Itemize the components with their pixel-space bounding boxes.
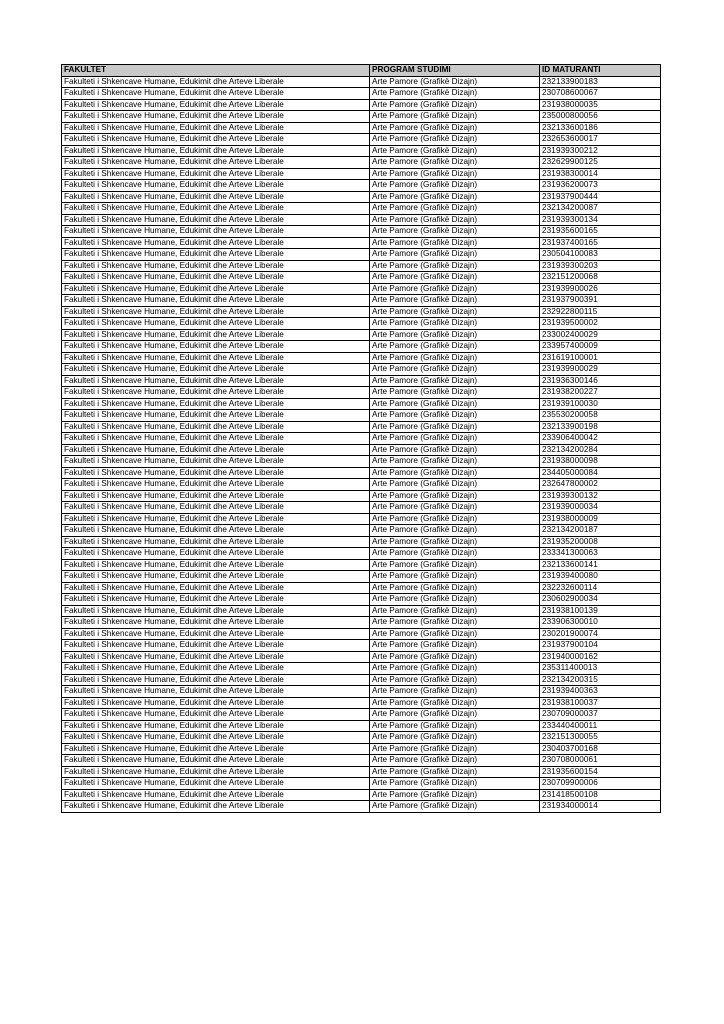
faculty-cell: Fakulteti i Shkencave Humane, Edukimit dhe Arteve Liberale [62, 456, 370, 468]
faculty-cell: Fakulteti i Shkencave Humane, Edukimit dhe Arteve Liberale [62, 76, 370, 88]
header-id: ID MATURANTI [540, 65, 661, 77]
faculty-cell: Fakulteti i Shkencave Humane, Edukimit dhe Arteve Liberale [62, 651, 370, 663]
program-cell: Arte Pamore (Grafikë Dizajn) [370, 755, 540, 767]
id-cell: 233440400011 [540, 720, 661, 732]
id-cell: 231939500002 [540, 318, 661, 330]
program-cell: Arte Pamore (Grafikë Dizajn) [370, 594, 540, 606]
id-cell: 232653600017 [540, 134, 661, 146]
program-cell: Arte Pamore (Grafikë Dizajn) [370, 651, 540, 663]
table-row [62, 732, 661, 744]
program-cell: Arte Pamore (Grafikë Dizajn) [370, 686, 540, 698]
program-cell: Arte Pamore (Grafikë Dizajn) [370, 76, 540, 88]
table-row [62, 755, 661, 767]
table-row [62, 249, 661, 261]
table-row [62, 467, 661, 479]
program-cell: Arte Pamore (Grafikë Dizajn) [370, 203, 540, 215]
id-cell: 232151300055 [540, 732, 661, 744]
id-cell: 235530200058 [540, 410, 661, 422]
id-cell: 233341300063 [540, 548, 661, 560]
program-cell: Arte Pamore (Grafikë Dizajn) [370, 272, 540, 284]
program-cell: Arte Pamore (Grafikë Dizajn) [370, 410, 540, 422]
table-row [62, 594, 661, 606]
faculty-cell: Fakulteti i Shkencave Humane, Edukimit dhe Arteve Liberale [62, 157, 370, 169]
table-row [62, 272, 661, 284]
id-cell: 231936200073 [540, 180, 661, 192]
program-cell: Arte Pamore (Grafikë Dizajn) [370, 375, 540, 387]
id-cell: 232134200284 [540, 444, 661, 456]
id-cell: 231940000162 [540, 651, 661, 663]
program-cell: Arte Pamore (Grafikë Dizajn) [370, 456, 540, 468]
table-row [62, 490, 661, 502]
id-cell: 231938100139 [540, 605, 661, 617]
program-cell: Arte Pamore (Grafikë Dizajn) [370, 364, 540, 376]
id-cell: 233906300010 [540, 617, 661, 629]
program-cell: Arte Pamore (Grafikë Dizajn) [370, 237, 540, 249]
faculty-cell: Fakulteti i Shkencave Humane, Edukimit dhe Arteve Liberale [62, 237, 370, 249]
faculty-cell: Fakulteti i Shkencave Humane, Edukimit dhe Arteve Liberale [62, 525, 370, 537]
faculty-cell: Fakulteti i Shkencave Humane, Edukimit dhe Arteve Liberale [62, 168, 370, 180]
program-cell: Arte Pamore (Grafikë Dizajn) [370, 145, 540, 157]
id-cell: 231936300146 [540, 375, 661, 387]
table-row [62, 352, 661, 364]
table-row [62, 398, 661, 410]
faculty-cell: Fakulteti i Shkencave Humane, Edukimit dhe Arteve Liberale [62, 479, 370, 491]
table-row [62, 88, 661, 100]
faculty-cell: Fakulteti i Shkencave Humane, Edukimit dhe Arteve Liberale [62, 536, 370, 548]
program-cell: Arte Pamore (Grafikë Dizajn) [370, 295, 540, 307]
table-row [62, 157, 661, 169]
table-row [62, 329, 661, 341]
id-cell: 232629900125 [540, 157, 661, 169]
program-cell: Arte Pamore (Grafikë Dizajn) [370, 99, 540, 111]
student-table [61, 64, 661, 813]
program-cell: Arte Pamore (Grafikë Dizajn) [370, 778, 540, 790]
table-row [62, 375, 661, 387]
id-cell: 232134200187 [540, 525, 661, 537]
program-cell: Arte Pamore (Grafikë Dizajn) [370, 571, 540, 583]
id-cell: 235311400013 [540, 663, 661, 675]
table-row [62, 306, 661, 318]
id-cell: 232232600114 [540, 582, 661, 594]
id-cell: 230602900034 [540, 594, 661, 606]
table-row [62, 191, 661, 203]
faculty-cell: Fakulteti i Shkencave Humane, Edukimit dhe Arteve Liberale [62, 398, 370, 410]
table-row [62, 743, 661, 755]
table-row [62, 318, 661, 330]
table-row [62, 766, 661, 778]
program-cell: Arte Pamore (Grafikë Dizajn) [370, 157, 540, 169]
faculty-cell: Fakulteti i Shkencave Humane, Edukimit dhe Arteve Liberale [62, 582, 370, 594]
program-cell: Arte Pamore (Grafikë Dizajn) [370, 674, 540, 686]
faculty-cell: Fakulteti i Shkencave Humane, Edukimit dhe Arteve Liberale [62, 375, 370, 387]
faculty-cell: Fakulteti i Shkencave Humane, Edukimit dhe Arteve Liberale [62, 387, 370, 399]
id-cell: 231939400080 [540, 571, 661, 583]
table-row [62, 617, 661, 629]
program-cell: Arte Pamore (Grafikë Dizajn) [370, 766, 540, 778]
faculty-cell: Fakulteti i Shkencave Humane, Edukimit dhe Arteve Liberale [62, 709, 370, 721]
table-row [62, 709, 661, 721]
program-cell: Arte Pamore (Grafikë Dizajn) [370, 640, 540, 652]
faculty-cell: Fakulteti i Shkencave Humane, Edukimit dhe Arteve Liberale [62, 203, 370, 215]
id-cell: 230708600067 [540, 88, 661, 100]
id-cell: 231939300132 [540, 490, 661, 502]
faculty-cell: Fakulteti i Shkencave Humane, Edukimit dhe Arteve Liberale [62, 628, 370, 640]
table-body [62, 76, 661, 812]
program-cell: Arte Pamore (Grafikë Dizajn) [370, 801, 540, 813]
program-cell: Arte Pamore (Grafikë Dizajn) [370, 743, 540, 755]
table-row [62, 605, 661, 617]
id-cell: 232133900198 [540, 421, 661, 433]
program-cell: Arte Pamore (Grafikë Dizajn) [370, 191, 540, 203]
program-cell: Arte Pamore (Grafikë Dizajn) [370, 387, 540, 399]
program-cell: Arte Pamore (Grafikë Dizajn) [370, 732, 540, 744]
id-cell: 230709900006 [540, 778, 661, 790]
id-cell: 231938200227 [540, 387, 661, 399]
table-row [62, 214, 661, 226]
table-row [62, 559, 661, 571]
id-cell: 230709000037 [540, 709, 661, 721]
id-cell: 231937400165 [540, 237, 661, 249]
faculty-cell: Fakulteti i Shkencave Humane, Edukimit dhe Arteve Liberale [62, 329, 370, 341]
table-row [62, 237, 661, 249]
id-cell: 234405000084 [540, 467, 661, 479]
table-row [62, 180, 661, 192]
program-cell: Arte Pamore (Grafikë Dizajn) [370, 260, 540, 272]
table-row [62, 720, 661, 732]
program-cell: Arte Pamore (Grafikë Dizajn) [370, 467, 540, 479]
program-cell: Arte Pamore (Grafikë Dizajn) [370, 283, 540, 295]
faculty-cell: Fakulteti i Shkencave Humane, Edukimit dhe Arteve Liberale [62, 306, 370, 318]
id-cell: 231939400363 [540, 686, 661, 698]
faculty-cell: Fakulteti i Shkencave Humane, Edukimit dhe Arteve Liberale [62, 686, 370, 698]
id-cell: 235000800056 [540, 111, 661, 123]
table-row [62, 295, 661, 307]
table-row [62, 421, 661, 433]
program-cell: Arte Pamore (Grafikë Dizajn) [370, 249, 540, 261]
table-row [62, 697, 661, 709]
table-row [62, 341, 661, 353]
faculty-cell: Fakulteti i Shkencave Humane, Edukimit dhe Arteve Liberale [62, 122, 370, 134]
faculty-cell: Fakulteti i Shkencave Humane, Edukimit dhe Arteve Liberale [62, 674, 370, 686]
program-cell: Arte Pamore (Grafikë Dizajn) [370, 582, 540, 594]
faculty-cell: Fakulteti i Shkencave Humane, Edukimit dhe Arteve Liberale [62, 467, 370, 479]
table-row [62, 479, 661, 491]
program-cell: Arte Pamore (Grafikë Dizajn) [370, 180, 540, 192]
program-cell: Arte Pamore (Grafikë Dizajn) [370, 548, 540, 560]
faculty-cell: Fakulteti i Shkencave Humane, Edukimit dhe Arteve Liberale [62, 789, 370, 801]
faculty-cell: Fakulteti i Shkencave Humane, Edukimit dhe Arteve Liberale [62, 720, 370, 732]
id-cell: 232134200315 [540, 674, 661, 686]
faculty-cell: Fakulteti i Shkencave Humane, Edukimit dhe Arteve Liberale [62, 732, 370, 744]
faculty-cell: Fakulteti i Shkencave Humane, Edukimit dhe Arteve Liberale [62, 295, 370, 307]
table-row [62, 134, 661, 146]
id-cell: 232151200068 [540, 272, 661, 284]
table-row [62, 778, 661, 790]
program-cell: Arte Pamore (Grafikë Dizajn) [370, 617, 540, 629]
id-cell: 231938000035 [540, 99, 661, 111]
faculty-cell: Fakulteti i Shkencave Humane, Edukimit dhe Arteve Liberale [62, 697, 370, 709]
id-cell: 233002400029 [540, 329, 661, 341]
id-cell: 231939300203 [540, 260, 661, 272]
id-cell: 230708000061 [540, 755, 661, 767]
id-cell: 231938300014 [540, 168, 661, 180]
faculty-cell: Fakulteti i Shkencave Humane, Edukimit dhe Arteve Liberale [62, 778, 370, 790]
faculty-cell: Fakulteti i Shkencave Humane, Edukimit dhe Arteve Liberale [62, 99, 370, 111]
table-row [62, 444, 661, 456]
id-cell: 233906400042 [540, 433, 661, 445]
program-cell: Arte Pamore (Grafikë Dizajn) [370, 502, 540, 514]
faculty-cell: Fakulteti i Shkencave Humane, Edukimit dhe Arteve Liberale [62, 801, 370, 813]
table-row [62, 789, 661, 801]
faculty-cell: Fakulteti i Shkencave Humane, Edukimit dhe Arteve Liberale [62, 766, 370, 778]
faculty-cell: Fakulteti i Shkencave Humane, Edukimit dhe Arteve Liberale [62, 214, 370, 226]
program-cell: Arte Pamore (Grafikë Dizajn) [370, 444, 540, 456]
table-row [62, 226, 661, 238]
student-list-sheet [61, 64, 661, 813]
program-cell: Arte Pamore (Grafikë Dizajn) [370, 111, 540, 123]
faculty-cell: Fakulteti i Shkencave Humane, Edukimit dhe Arteve Liberale [62, 226, 370, 238]
program-cell: Arte Pamore (Grafikë Dizajn) [370, 421, 540, 433]
id-cell: 231938000009 [540, 513, 661, 525]
table-row [62, 364, 661, 376]
faculty-cell: Fakulteti i Shkencave Humane, Edukimit dhe Arteve Liberale [62, 548, 370, 560]
table-row [62, 513, 661, 525]
id-cell: 231939100030 [540, 398, 661, 410]
id-cell: 231935600165 [540, 226, 661, 238]
table-row [62, 410, 661, 422]
table-row [62, 456, 661, 468]
program-cell: Arte Pamore (Grafikë Dizajn) [370, 88, 540, 100]
table-row [62, 76, 661, 88]
program-cell: Arte Pamore (Grafikë Dizajn) [370, 433, 540, 445]
id-cell: 231619100001 [540, 352, 661, 364]
id-cell: 231939000034 [540, 502, 661, 514]
program-cell: Arte Pamore (Grafikë Dizajn) [370, 134, 540, 146]
id-cell: 231937900104 [540, 640, 661, 652]
id-cell: 231939300212 [540, 145, 661, 157]
program-cell: Arte Pamore (Grafikë Dizajn) [370, 122, 540, 134]
faculty-cell: Fakulteti i Shkencave Humane, Edukimit dhe Arteve Liberale [62, 180, 370, 192]
faculty-cell: Fakulteti i Shkencave Humane, Edukimit dhe Arteve Liberale [62, 490, 370, 502]
program-cell: Arte Pamore (Grafikë Dizajn) [370, 720, 540, 732]
id-cell: 232647800002 [540, 479, 661, 491]
table-row [62, 663, 661, 675]
id-cell: 231935200008 [540, 536, 661, 548]
id-cell: 232133600186 [540, 122, 661, 134]
table-row [62, 571, 661, 583]
faculty-cell: Fakulteti i Shkencave Humane, Edukimit dhe Arteve Liberale [62, 513, 370, 525]
program-cell: Arte Pamore (Grafikë Dizajn) [370, 536, 540, 548]
table-row [62, 111, 661, 123]
program-cell: Arte Pamore (Grafikë Dizajn) [370, 789, 540, 801]
table-row [62, 548, 661, 560]
id-cell: 231938100037 [540, 697, 661, 709]
id-cell: 232133600141 [540, 559, 661, 571]
table-row [62, 387, 661, 399]
program-cell: Arte Pamore (Grafikë Dizajn) [370, 168, 540, 180]
faculty-cell: Fakulteti i Shkencave Humane, Edukimit dhe Arteve Liberale [62, 249, 370, 261]
program-cell: Arte Pamore (Grafikë Dizajn) [370, 490, 540, 502]
table-row [62, 203, 661, 215]
faculty-cell: Fakulteti i Shkencave Humane, Edukimit dhe Arteve Liberale [62, 341, 370, 353]
faculty-cell: Fakulteti i Shkencave Humane, Edukimit dhe Arteve Liberale [62, 88, 370, 100]
id-cell: 231939900029 [540, 364, 661, 376]
faculty-cell: Fakulteti i Shkencave Humane, Edukimit dhe Arteve Liberale [62, 444, 370, 456]
table-row [62, 640, 661, 652]
id-cell: 231418500108 [540, 789, 661, 801]
faculty-cell: Fakulteti i Shkencave Humane, Edukimit dhe Arteve Liberale [62, 352, 370, 364]
table-row [62, 283, 661, 295]
program-cell: Arte Pamore (Grafikë Dizajn) [370, 341, 540, 353]
table-row [62, 99, 661, 111]
faculty-cell: Fakulteti i Shkencave Humane, Edukimit dhe Arteve Liberale [62, 617, 370, 629]
program-cell: Arte Pamore (Grafikë Dizajn) [370, 605, 540, 617]
faculty-cell: Fakulteti i Shkencave Humane, Edukimit dhe Arteve Liberale [62, 111, 370, 123]
program-cell: Arte Pamore (Grafikë Dizajn) [370, 214, 540, 226]
faculty-cell: Fakulteti i Shkencave Humane, Edukimit dhe Arteve Liberale [62, 663, 370, 675]
table-row [62, 145, 661, 157]
faculty-cell: Fakulteti i Shkencave Humane, Edukimit dhe Arteve Liberale [62, 134, 370, 146]
faculty-cell: Fakulteti i Shkencave Humane, Edukimit dhe Arteve Liberale [62, 640, 370, 652]
faculty-cell: Fakulteti i Shkencave Humane, Edukimit dhe Arteve Liberale [62, 502, 370, 514]
faculty-cell: Fakulteti i Shkencave Humane, Edukimit dhe Arteve Liberale [62, 605, 370, 617]
program-cell: Arte Pamore (Grafikë Dizajn) [370, 352, 540, 364]
header-faculty: FAKULTET [62, 65, 370, 77]
table-row [62, 502, 661, 514]
header-program: PROGRAM STUDIMI [370, 65, 540, 77]
faculty-cell: Fakulteti i Shkencave Humane, Edukimit dhe Arteve Liberale [62, 364, 370, 376]
faculty-cell: Fakulteti i Shkencave Humane, Edukimit dhe Arteve Liberale [62, 272, 370, 284]
table-row [62, 651, 661, 663]
id-cell: 231939300134 [540, 214, 661, 226]
program-cell: Arte Pamore (Grafikë Dizajn) [370, 697, 540, 709]
program-cell: Arte Pamore (Grafikë Dizajn) [370, 306, 540, 318]
program-cell: Arte Pamore (Grafikë Dizajn) [370, 559, 540, 571]
faculty-cell: Fakulteti i Shkencave Humane, Edukimit dhe Arteve Liberale [62, 421, 370, 433]
id-cell: 233957400009 [540, 341, 661, 353]
faculty-cell: Fakulteti i Shkencave Humane, Edukimit dhe Arteve Liberale [62, 571, 370, 583]
table-row [62, 525, 661, 537]
program-cell: Arte Pamore (Grafikë Dizajn) [370, 628, 540, 640]
faculty-cell: Fakulteti i Shkencave Humane, Edukimit dhe Arteve Liberale [62, 283, 370, 295]
program-cell: Arte Pamore (Grafikë Dizajn) [370, 318, 540, 330]
table-row [62, 122, 661, 134]
faculty-cell: Fakulteti i Shkencave Humane, Edukimit dhe Arteve Liberale [62, 755, 370, 767]
id-cell: 230504100083 [540, 249, 661, 261]
table-row [62, 628, 661, 640]
id-cell: 231937900444 [540, 191, 661, 203]
table-row [62, 536, 661, 548]
id-cell: 231934000014 [540, 801, 661, 813]
id-cell: 231937900391 [540, 295, 661, 307]
faculty-cell: Fakulteti i Shkencave Humane, Edukimit dhe Arteve Liberale [62, 433, 370, 445]
faculty-cell: Fakulteti i Shkencave Humane, Edukimit dhe Arteve Liberale [62, 260, 370, 272]
id-cell: 231935600154 [540, 766, 661, 778]
table-row [62, 686, 661, 698]
id-cell: 232134200087 [540, 203, 661, 215]
id-cell: 232133900183 [540, 76, 661, 88]
program-cell: Arte Pamore (Grafikë Dizajn) [370, 663, 540, 675]
program-cell: Arte Pamore (Grafikë Dizajn) [370, 226, 540, 238]
id-cell: 230201900074 [540, 628, 661, 640]
program-cell: Arte Pamore (Grafikë Dizajn) [370, 479, 540, 491]
program-cell: Arte Pamore (Grafikë Dizajn) [370, 513, 540, 525]
table-row [62, 582, 661, 594]
program-cell: Arte Pamore (Grafikë Dizajn) [370, 329, 540, 341]
program-cell: Arte Pamore (Grafikë Dizajn) [370, 525, 540, 537]
table-row [62, 260, 661, 272]
id-cell: 231939900026 [540, 283, 661, 295]
faculty-cell: Fakulteti i Shkencave Humane, Edukimit dhe Arteve Liberale [62, 559, 370, 571]
faculty-cell: Fakulteti i Shkencave Humane, Edukimit dhe Arteve Liberale [62, 318, 370, 330]
faculty-cell: Fakulteti i Shkencave Humane, Edukimit dhe Arteve Liberale [62, 410, 370, 422]
faculty-cell: Fakulteti i Shkencave Humane, Edukimit dhe Arteve Liberale [62, 743, 370, 755]
header-row [62, 65, 661, 77]
table-row [62, 433, 661, 445]
table-row [62, 674, 661, 686]
faculty-cell: Fakulteti i Shkencave Humane, Edukimit dhe Arteve Liberale [62, 191, 370, 203]
id-cell: 230403700168 [540, 743, 661, 755]
table-row [62, 168, 661, 180]
id-cell: 232922800115 [540, 306, 661, 318]
table-row [62, 801, 661, 813]
faculty-cell: Fakulteti i Shkencave Humane, Edukimit dhe Arteve Liberale [62, 145, 370, 157]
program-cell: Arte Pamore (Grafikë Dizajn) [370, 709, 540, 721]
faculty-cell: Fakulteti i Shkencave Humane, Edukimit dhe Arteve Liberale [62, 594, 370, 606]
id-cell: 231938000098 [540, 456, 661, 468]
program-cell: Arte Pamore (Grafikë Dizajn) [370, 398, 540, 410]
